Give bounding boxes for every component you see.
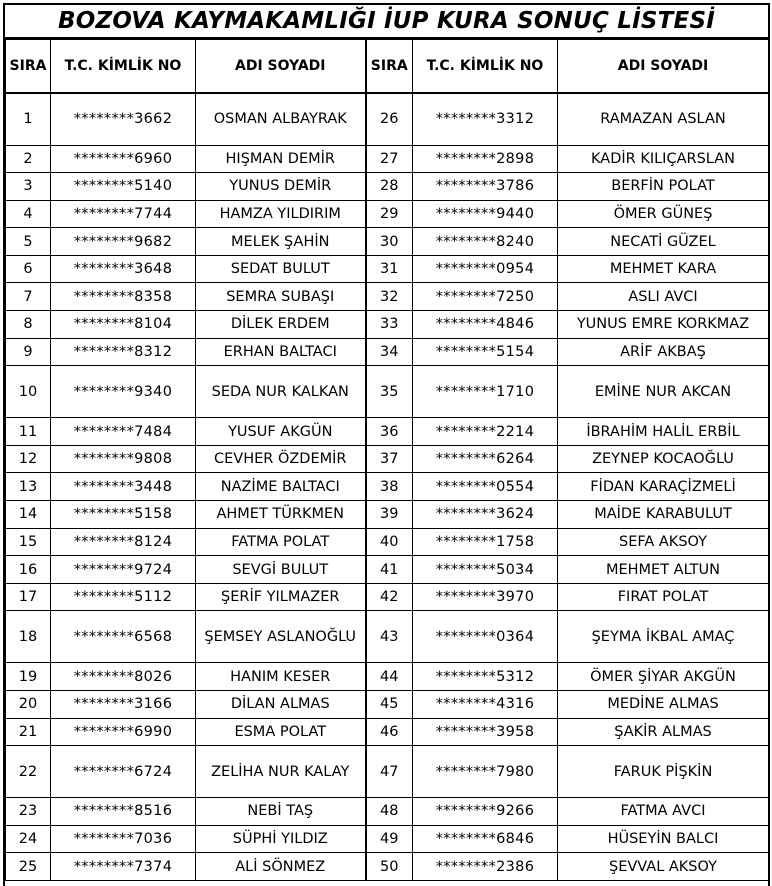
tc-no-cell: ********8104 [51, 311, 196, 339]
tc-no-cell: ********8026 [51, 663, 196, 691]
sira-cell: 26 [366, 93, 413, 145]
sira-cell: 12 [6, 445, 51, 473]
tc-no-cell: ********5140 [51, 173, 196, 201]
name-cell: SEDA NUR KALKAN [196, 366, 366, 418]
sira-cell: 33 [366, 311, 413, 339]
sira-cell: 10 [6, 366, 51, 418]
sira-cell: 1 [6, 93, 51, 145]
name-cell: HÜSEYİN BALCI [558, 825, 769, 853]
table-row [6, 255, 769, 283]
sira-cell: 46 [366, 718, 413, 746]
sira-cell: 23 [6, 798, 51, 826]
name-cell: OSMAN ALBAYRAK [196, 93, 366, 145]
tc-no-cell: ********0954 [413, 255, 558, 283]
name-cell: SEMRA SUBAŞI [196, 283, 366, 311]
tc-no-cell: ********3648 [51, 255, 196, 283]
table-row [6, 528, 769, 556]
name-cell: SEVGİ BULUT [196, 556, 366, 584]
name-cell: AHMET TÜRKMEN [196, 501, 366, 529]
sira-cell: 37 [366, 445, 413, 473]
tc-no-cell: ********4316 [413, 691, 558, 719]
name-cell: FİDAN KARAÇİZMELİ [558, 473, 769, 501]
sira-cell: 50 [366, 853, 413, 881]
name-cell: ŞAKİR ALMAS [558, 718, 769, 746]
name-cell: HIŞMAN DEMİR [196, 145, 366, 173]
tc-no-cell: ********0554 [413, 473, 558, 501]
table-row [6, 200, 769, 228]
sira-cell: 47 [366, 746, 413, 798]
sira-cell: 49 [366, 825, 413, 853]
sira-cell: 36 [366, 418, 413, 446]
tc-no-cell: ********3958 [413, 718, 558, 746]
sira-cell: 6 [6, 255, 51, 283]
name-cell: ZEYNEP KOCAOĞLU [558, 445, 769, 473]
tc-no-cell: ********1758 [413, 528, 558, 556]
sira-cell: 24 [6, 825, 51, 853]
name-cell: ŞEVVAL AKSOY [558, 853, 769, 881]
sira-cell: 27 [366, 145, 413, 173]
sira-cell: 25 [6, 853, 51, 881]
sira-cell: 31 [366, 255, 413, 283]
table-row [6, 611, 769, 663]
sira-cell: 3 [6, 173, 51, 201]
header-tc-left: T.C. KİMLİK NO [51, 40, 196, 94]
table-row [6, 853, 769, 881]
name-cell: NAZİME BALTACI [196, 473, 366, 501]
name-cell: FATMA POLAT [196, 528, 366, 556]
tc-no-cell: ********2214 [413, 418, 558, 446]
tc-no-cell: ********7036 [51, 825, 196, 853]
sira-cell: 22 [6, 746, 51, 798]
name-cell: BERFİN POLAT [558, 173, 769, 201]
tc-no-cell: ********5034 [413, 556, 558, 584]
name-cell: RAMAZAN ASLAN [558, 93, 769, 145]
sira-cell: 13 [6, 473, 51, 501]
result-table [5, 39, 769, 881]
tc-no-cell: ********9682 [51, 228, 196, 256]
tc-no-cell: ********9724 [51, 556, 196, 584]
tc-no-cell: ********3970 [413, 583, 558, 611]
name-cell: ÖMER GÜNEŞ [558, 200, 769, 228]
name-cell: ERHAN BALTACI [196, 338, 366, 366]
name-cell: SÜPHİ YILDIZ [196, 825, 366, 853]
header-sira-left: SIRA [6, 40, 51, 94]
tc-no-cell: ********8312 [51, 338, 196, 366]
name-cell: ARİF AKBAŞ [558, 338, 769, 366]
result-list-sheet [3, 3, 770, 886]
tc-no-cell: ********8124 [51, 528, 196, 556]
tc-no-cell: ********3448 [51, 473, 196, 501]
name-cell: İBRAHİM HALİL ERBİL [558, 418, 769, 446]
sira-cell: 34 [366, 338, 413, 366]
sira-cell: 44 [366, 663, 413, 691]
sira-cell: 43 [366, 611, 413, 663]
name-cell: FARUK PİŞKİN [558, 746, 769, 798]
tc-no-cell: ********7250 [413, 283, 558, 311]
sira-cell: 20 [6, 691, 51, 719]
sira-cell: 35 [366, 366, 413, 418]
table-row [6, 311, 769, 339]
sira-cell: 39 [366, 501, 413, 529]
name-cell: ALİ SÖNMEZ [196, 853, 366, 881]
header-row [6, 40, 769, 94]
tc-no-cell: ********3786 [413, 173, 558, 201]
tc-no-cell: ********8358 [51, 283, 196, 311]
name-cell: EMİNE NUR AKCAN [558, 366, 769, 418]
tc-no-cell: ********5112 [51, 583, 196, 611]
table-row [6, 663, 769, 691]
sira-cell: 11 [6, 418, 51, 446]
table-row [6, 228, 769, 256]
table-row [6, 445, 769, 473]
table-row [6, 338, 769, 366]
sira-cell: 29 [366, 200, 413, 228]
tc-no-cell: ********7374 [51, 853, 196, 881]
sira-cell: 5 [6, 228, 51, 256]
table-row [6, 718, 769, 746]
sira-cell: 2 [6, 145, 51, 173]
sira-cell: 9 [6, 338, 51, 366]
header-tc-right: T.C. KİMLİK NO [413, 40, 558, 94]
sira-cell: 30 [366, 228, 413, 256]
name-cell: SEDAT BULUT [196, 255, 366, 283]
name-cell: YUNUS DEMİR [196, 173, 366, 201]
tc-no-cell: ********3662 [51, 93, 196, 145]
tc-no-cell: ********6960 [51, 145, 196, 173]
tc-no-cell: ********6846 [413, 825, 558, 853]
tc-no-cell: ********7980 [413, 746, 558, 798]
table-row [6, 556, 769, 584]
name-cell: ZELİHA NUR KALAY [196, 746, 366, 798]
name-cell: FATMA AVCI [558, 798, 769, 826]
name-cell: MELEK ŞAHİN [196, 228, 366, 256]
sira-cell: 4 [6, 200, 51, 228]
table-row [6, 283, 769, 311]
table-row [6, 173, 769, 201]
name-cell: HAMZA YILDIRIM [196, 200, 366, 228]
name-cell: NEBİ TAŞ [196, 798, 366, 826]
sira-cell: 42 [366, 583, 413, 611]
sira-cell: 32 [366, 283, 413, 311]
table-row [6, 825, 769, 853]
tc-no-cell: ********3312 [413, 93, 558, 145]
sira-cell: 28 [366, 173, 413, 201]
table-row [6, 418, 769, 446]
tc-no-cell: ********6990 [51, 718, 196, 746]
name-cell: FIRAT POLAT [558, 583, 769, 611]
tc-no-cell: ********9440 [413, 200, 558, 228]
sira-cell: 14 [6, 501, 51, 529]
name-cell: ESMA POLAT [196, 718, 366, 746]
tc-no-cell: ********8240 [413, 228, 558, 256]
sira-cell: 38 [366, 473, 413, 501]
tc-no-cell: ********6724 [51, 746, 196, 798]
tc-no-cell: ********5154 [413, 338, 558, 366]
name-cell: MEHMET ALTUN [558, 556, 769, 584]
sira-cell: 17 [6, 583, 51, 611]
header-name-right: ADI SOYADI [558, 40, 769, 94]
tc-no-cell: ********6264 [413, 445, 558, 473]
name-cell: ŞEMSEY ASLANOĞLU [196, 611, 366, 663]
name-cell: DİLAN ALMAS [196, 691, 366, 719]
table-row [6, 145, 769, 173]
sira-cell: 21 [6, 718, 51, 746]
sira-cell: 8 [6, 311, 51, 339]
name-cell: ŞEYMA İKBAL AMAÇ [558, 611, 769, 663]
sira-cell: 18 [6, 611, 51, 663]
tc-no-cell: ********1710 [413, 366, 558, 418]
table-row [6, 583, 769, 611]
tc-no-cell: ********5158 [51, 501, 196, 529]
name-cell: NECATİ GÜZEL [558, 228, 769, 256]
name-cell: DİLEK ERDEM [196, 311, 366, 339]
tc-no-cell: ********7484 [51, 418, 196, 446]
sira-cell: 41 [366, 556, 413, 584]
name-cell: ÖMER ŞİYAR AKGÜN [558, 663, 769, 691]
header-sira-right: SIRA [366, 40, 413, 94]
sira-cell: 15 [6, 528, 51, 556]
sira-cell: 45 [366, 691, 413, 719]
tc-no-cell: ********6568 [51, 611, 196, 663]
table-row [6, 691, 769, 719]
tc-no-cell: ********0364 [413, 611, 558, 663]
tc-no-cell: ********9808 [51, 445, 196, 473]
table-row [6, 501, 769, 529]
tc-no-cell: ********7744 [51, 200, 196, 228]
name-cell: YUSUF AKGÜN [196, 418, 366, 446]
table-row [6, 798, 769, 826]
tc-no-cell: ********9266 [413, 798, 558, 826]
tc-no-cell: ********4846 [413, 311, 558, 339]
name-cell: SEFA AKSOY [558, 528, 769, 556]
tc-no-cell: ********2898 [413, 145, 558, 173]
sira-cell: 48 [366, 798, 413, 826]
table-row [6, 366, 769, 418]
sira-cell: 40 [366, 528, 413, 556]
table-row [6, 93, 769, 145]
name-cell: ASLI AVCI [558, 283, 769, 311]
name-cell: MEHMET KARA [558, 255, 769, 283]
tc-no-cell: ********9340 [51, 366, 196, 418]
name-cell: ŞERİF YILMAZER [196, 583, 366, 611]
sira-cell: 7 [6, 283, 51, 311]
table-row [6, 473, 769, 501]
name-cell: CEVHER ÖZDEMİR [196, 445, 366, 473]
tc-no-cell: ********8516 [51, 798, 196, 826]
header-name-left: ADI SOYADI [196, 40, 366, 94]
table-row [6, 746, 769, 798]
name-cell: KADİR KILIÇARSLAN [558, 145, 769, 173]
tc-no-cell: ********3166 [51, 691, 196, 719]
tc-no-cell: ********2386 [413, 853, 558, 881]
page-title: BOZOVA KAYMAKAMLIĞI İUP KURA SONUÇ LİSTESİ [5, 5, 768, 39]
name-cell: HANIM KESER [196, 663, 366, 691]
tc-no-cell: ********5312 [413, 663, 558, 691]
name-cell: MEDİNE ALMAS [558, 691, 769, 719]
name-cell: MAİDE KARABULUT [558, 501, 769, 529]
sira-cell: 19 [6, 663, 51, 691]
sira-cell: 16 [6, 556, 51, 584]
name-cell: YUNUS EMRE KORKMAZ [558, 311, 769, 339]
tc-no-cell: ********3624 [413, 501, 558, 529]
